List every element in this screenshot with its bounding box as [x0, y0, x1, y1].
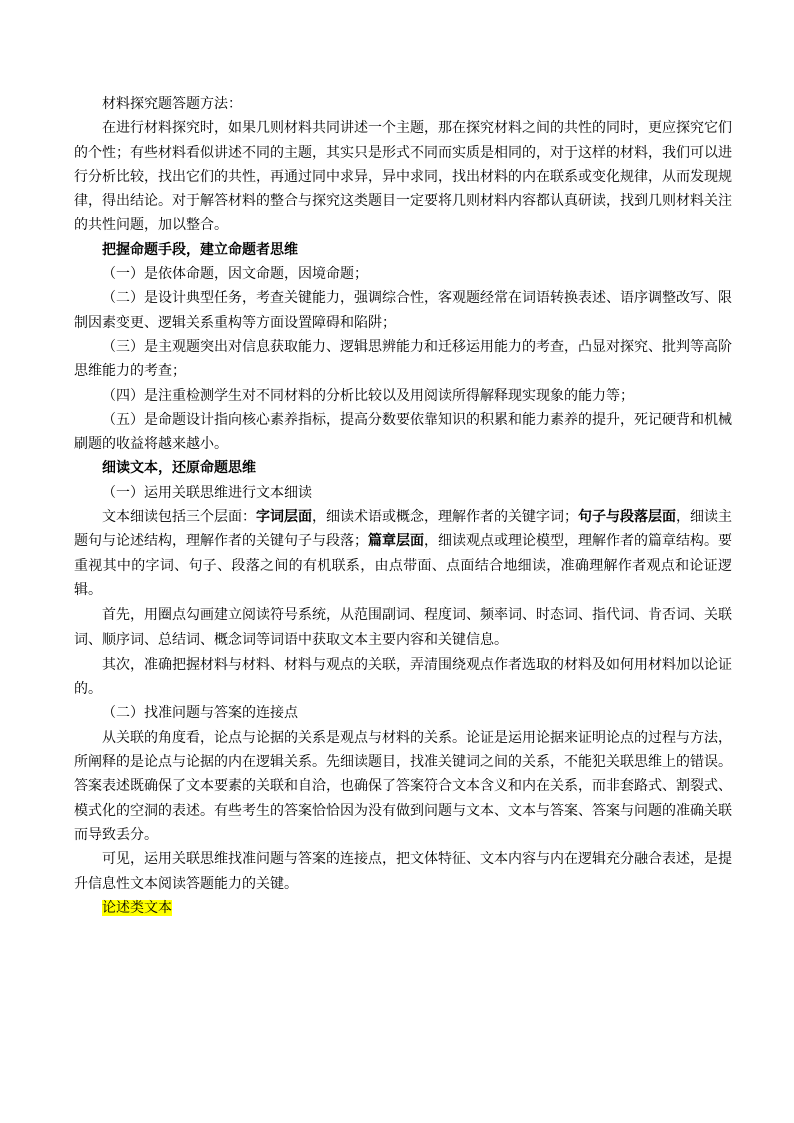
- conclusion-paragraph: 可见，运用关联思维找准问题与答案的连接点，把文体特征、文本内容与内在逻辑充分融合表述，是提升信息性文本阅读答题能力的关键。: [74, 851, 732, 892]
- highlighted-label: 论述类文本: [102, 899, 172, 916]
- level-word: 字词层面: [256, 509, 312, 526]
- method-paragraph: 在进行材料探究时，如果几则材料共同讲述一个主题，那在探究材料之间的共性的同时，更应探究它们的个性；有些材料看似讲述不同的主题，其实只是形式不同而实质是相同的，对于这样的材料，我们可以进行分析比较，找出它们的共性，再通过同中求异，异中求同，找出材料的内在联系或变化规律，从而发现规律，得出结论。对于解答材料的整合与探究这类题目一定要将几则材料内容都认真研读，找到几则材料关注的共性问题，加以整合。: [74, 120, 732, 234]
- second-step-paragraph: 其次，准确把握材料与材料、材料与观点的关联，弄清围绕观点作者选取的材料及如何用材料加以论证的。: [74, 656, 732, 698]
- list-item-3: （三）是主观题突出对信息获取能力、逻辑思辨能力和迁移运用能力的考查，凸显对探究、批判等高阶思维能力的考查；: [74, 338, 732, 380]
- heading-close-reading: 细读文本，还原命题思维: [102, 460, 256, 477]
- connection-paragraph: 从关联的角度看，论点与论据的关系是观点与材料的关系。论证是运用论据来证明论点的过程与方法，所阐释的是论点与论据的内在逻辑关系。先细读题目，找准关键词之间的关系，不能犯关联思维上的错误。答案表述既确保了文本要素的关联和自洽，也确保了答案符合文本含义和内在关系，而非套路式、割裂式、模式化的空洞的表述。有些考生的答案恰恰因为没有做到问题与文本、文本与答案、答案与问题的准确关联而导致丢分。: [74, 729, 732, 843]
- reading-levels-paragraph: [74, 505, 732, 602]
- reading-text: ，细读主题句与论述结构，理解作者的关键句子与段落；: [74, 509, 732, 550]
- list-item-1: （一）是依体命题，因文命题，因境命题；: [102, 266, 368, 283]
- level-chapter: 篇章层面: [368, 533, 424, 550]
- document-page: [74, 92, 732, 920]
- subheading-association-thinking: （一）运用关联思维进行文本细读: [102, 484, 312, 501]
- list-item-5: （五）是命题设计指向核心素养指标，提高分数要依靠知识的积累和能力素养的提升，死记硬背和机械刷题的收益将越来越小。: [74, 411, 732, 453]
- reading-text: 文本细读包括三个层面：: [102, 509, 256, 526]
- highlighted-label-line: [74, 896, 732, 920]
- reading-text: ，细读术语或概念，理解作者的关键字词；: [312, 509, 578, 526]
- first-step-paragraph: 首先，用圈点勾画建立阅读符号系统，从范围副词、程度词、频率词、时态词、指代词、肯否词、关联词、顺序词、总结词、概念词等词语中获取文本主要内容和关键信息。: [74, 607, 732, 648]
- list-item-4: （四）是注重检测学生对不同材料的分析比较以及用阅读所得解释现实现象的能力等；: [102, 387, 634, 404]
- subheading-connection-point: （二）找准问题与答案的连接点: [102, 705, 298, 722]
- level-sentence: 句子与段落层面: [578, 509, 676, 526]
- heading-proposition-means: 把握命题手段，建立命题者思维: [102, 241, 298, 258]
- section-title: 材料探究题答题方法：: [102, 96, 242, 112]
- reading-text: ，细读观点或理论模型，理解作者的篇章结构。要重视其中的字词、句子、段落之间的有机联系，由点带面、点面结合地细读，准确理解作者观点和论证逻辑。: [74, 533, 732, 598]
- list-item-2: （二）是设计典型任务，考查关键能力，强调综合性，客观题经常在词语转换表述、语序调整改写、限制因素变更、逻辑关系重构等方面设置障碍和陷阱；: [74, 290, 732, 331]
